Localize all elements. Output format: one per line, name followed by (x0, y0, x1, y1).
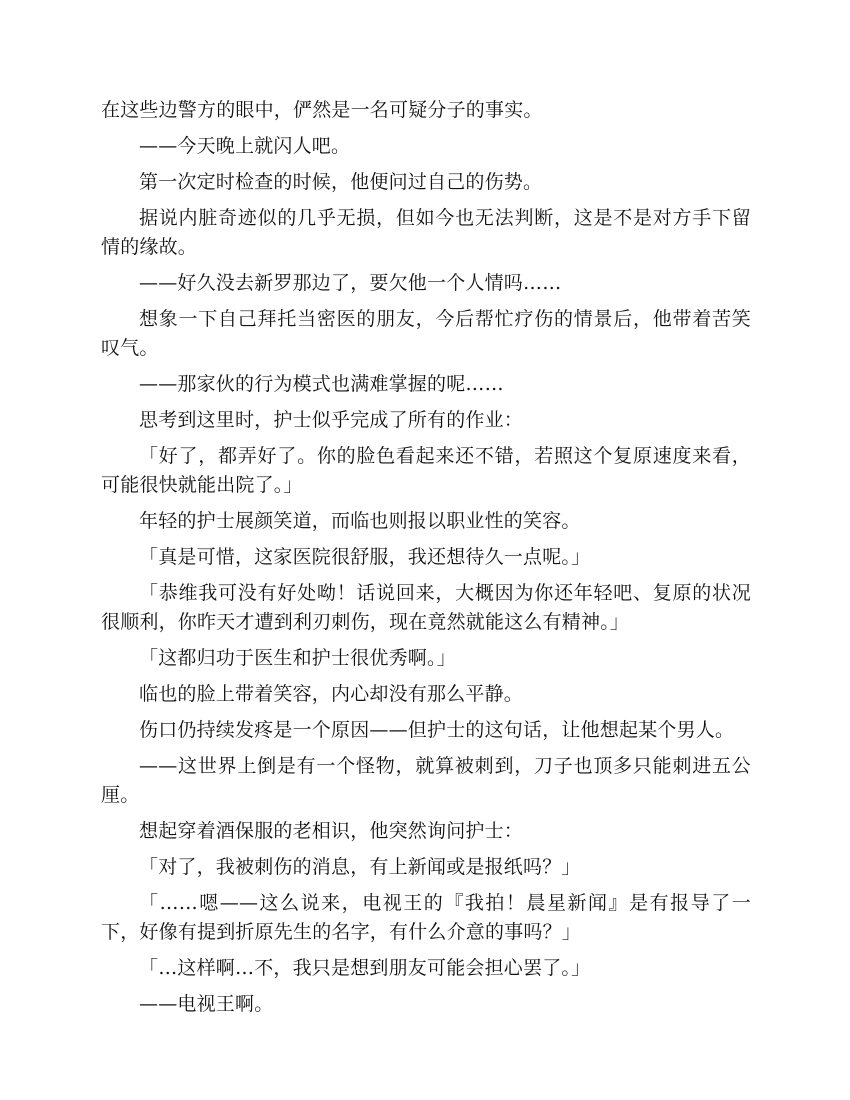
paragraph: ——好久没去新罗那边了，要欠他一个人情吗…… (139, 272, 562, 294)
paragraph: 想起穿着酒保服的老相识，他突然询问护士： (139, 820, 524, 842)
paragraph: 年轻的护士展颜笑道，而临也则报以职业性的笑容。 (139, 510, 581, 532)
paragraph: ——那家伙的行为模式也满难掌握的呢…… (139, 373, 504, 395)
paragraph: 据说内脏奇迹似的几乎无损，但如今也无法判断，这是不是对方手下留情的缘故。 (101, 207, 751, 258)
paragraph: 想象一下自己拜托当密医的朋友，今后帮忙疗伤的情景后，他带着苦笑叹气。 (101, 308, 751, 359)
paragraph: 「真是可惜，这家医院很舒服，我还想待久一点呢。」 (139, 546, 591, 568)
paragraph: 「…这样啊…不，我只是想到朋友可能会担心罢了。」 (139, 957, 591, 979)
paragraph: 在这些边警方的眼中，俨然是一名可疑分子的事实。 (101, 99, 543, 121)
paragraph: 「好了，都弄好了。你的脸色看起来还不错，若照这个复原速度来看，可能很快就能出院了。」 (101, 445, 751, 496)
paragraph: 「恭维我可没有好处呦！话说回来，大概因为你还年轻吧、复原的状况很顺利，你昨天才遭到利刃刺伤，现在竟然就能这么有精神。」 (101, 582, 751, 633)
document-page (101, 96, 751, 1026)
paragraph: 「这都归功于医生和护士很优秀啊。」 (139, 647, 456, 669)
paragraph: 第一次定时检查的时候，他便问过自己的伤势。 (139, 171, 543, 193)
paragraph: 「对了，我被刺伤的消息，有上新闻或是报纸吗？」 (139, 856, 581, 878)
paragraph: ——这世界上倒是有一个怪物，就算被刺到，刀子也顶多只能刺进五公厘。 (101, 755, 751, 806)
paragraph: ——今天晚上就闪人吧。 (139, 135, 351, 157)
paragraph: 思考到这里时，护士似乎完成了所有的作业： (139, 409, 524, 431)
paragraph: 伤口仍持续发疼是一个原因——但护士的这句话，让他想起某个男人。 (139, 719, 735, 741)
paragraph: ——电视王啊。 (139, 993, 274, 1015)
paragraph: 「……嗯——这么说来，电视王的『我拍！晨星新闻』是有报导了一下，好像有提到折原先生的名字，有什么介意的事吗？」 (101, 892, 751, 943)
paragraph: 临也的脸上带着笑容，内心却没有那么平静。 (139, 683, 524, 705)
